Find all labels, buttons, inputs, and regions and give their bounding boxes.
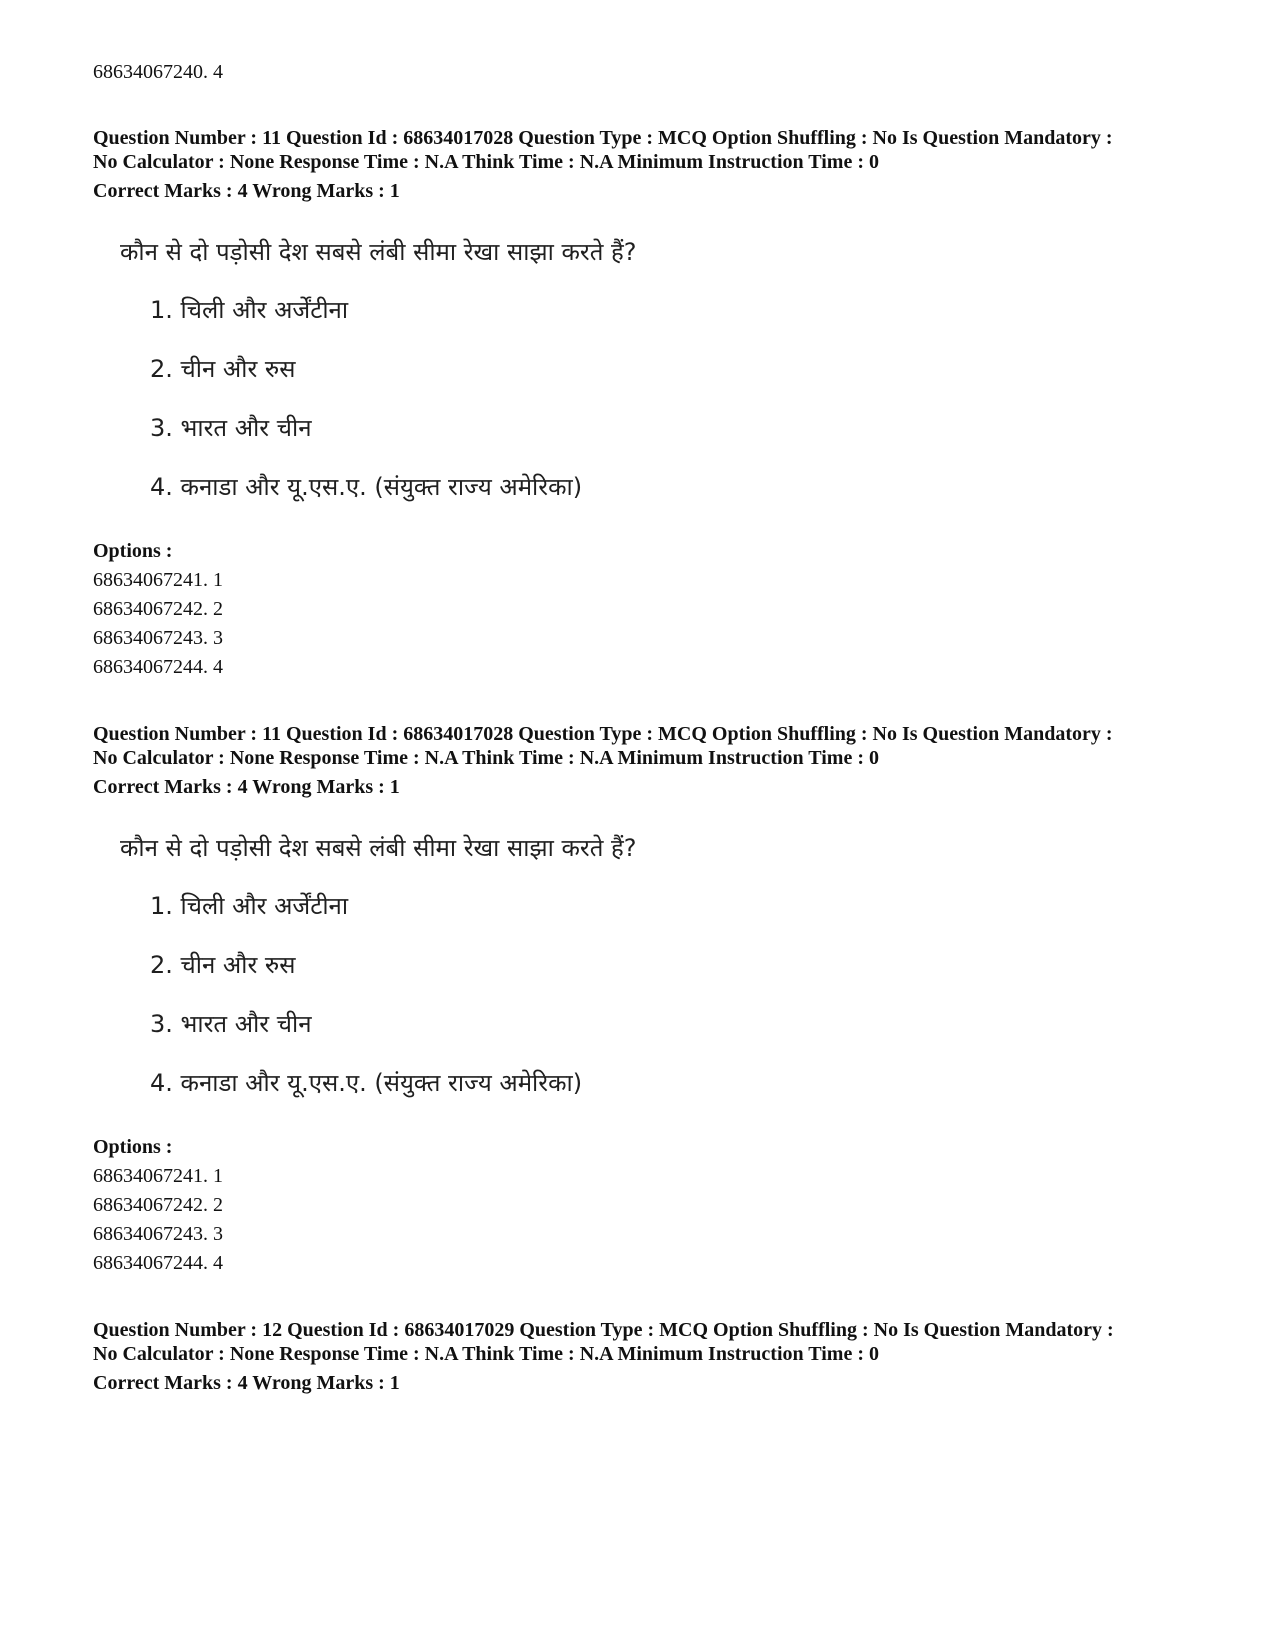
option-line: 68634067241. 1 bbox=[93, 1165, 223, 1187]
question-meta-line-1: Question Number : 12 Question Id : 68634017029 Question Type : MCQ Option Shuffling : No Is Question Mandatory : bbox=[93, 1319, 1114, 1341]
option-line: 68634067242. 2 bbox=[93, 598, 223, 620]
question-meta-line-1: Question Number : 11 Question Id : 68634017028 Question Type : MCQ Option Shuffling : No Is Question Mandatory : bbox=[93, 127, 1113, 149]
question-marks: Correct Marks : 4 Wrong Marks : 1 bbox=[93, 776, 400, 798]
question-marks: Correct Marks : 4 Wrong Marks : 1 bbox=[93, 1372, 400, 1394]
question-meta-line-2: No Calculator : None Response Time : N.A Think Time : N.A Minimum Instruction Time : 0 bbox=[93, 747, 879, 769]
options-label: Options : bbox=[93, 540, 173, 562]
question-meta-line-2: No Calculator : None Response Time : N.A Think Time : N.A Minimum Instruction Time : 0 bbox=[93, 1343, 879, 1365]
question-choice: 3. भारत और चीन bbox=[150, 414, 312, 442]
question-choice: 4. कनाडा और यू.एस.ए. (संयुक्त राज्य अमेरिका) bbox=[150, 1069, 583, 1097]
options-label: Options : bbox=[93, 1136, 173, 1158]
option-line: 68634067244. 4 bbox=[93, 1252, 223, 1274]
option-line: 68634067243. 3 bbox=[93, 1223, 223, 1245]
question-choice: 2. चीन और रुस bbox=[150, 355, 296, 383]
previous-option-line: 68634067240. 4 bbox=[93, 61, 223, 83]
question-meta-line-1: Question Number : 11 Question Id : 68634017028 Question Type : MCQ Option Shuffling : No Is Question Mandatory : bbox=[93, 723, 1113, 745]
question-choice: 1. चिली और अर्जेंटीना bbox=[150, 296, 349, 324]
question-choice: 3. भारत और चीन bbox=[150, 1010, 312, 1038]
option-line: 68634067241. 1 bbox=[93, 569, 223, 591]
question-marks: Correct Marks : 4 Wrong Marks : 1 bbox=[93, 180, 400, 202]
option-line: 68634067244. 4 bbox=[93, 656, 223, 678]
option-line: 68634067242. 2 bbox=[93, 1194, 223, 1216]
question-choice: 1. चिली और अर्जेंटीना bbox=[150, 892, 349, 920]
question-choice: 2. चीन और रुस bbox=[150, 951, 296, 979]
question-text: कौन से दो पड़ोसी देश सबसे लंबी सीमा रेखा साझा करते हैं? bbox=[120, 834, 637, 862]
question-choice: 4. कनाडा और यू.एस.ए. (संयुक्त राज्य अमेरिका) bbox=[150, 473, 583, 501]
question-text: कौन से दो पड़ोसी देश सबसे लंबी सीमा रेखा साझा करते हैं? bbox=[120, 238, 637, 266]
option-line: 68634067243. 3 bbox=[93, 627, 223, 649]
question-meta-line-2: No Calculator : None Response Time : N.A Think Time : N.A Minimum Instruction Time : 0 bbox=[93, 151, 879, 173]
